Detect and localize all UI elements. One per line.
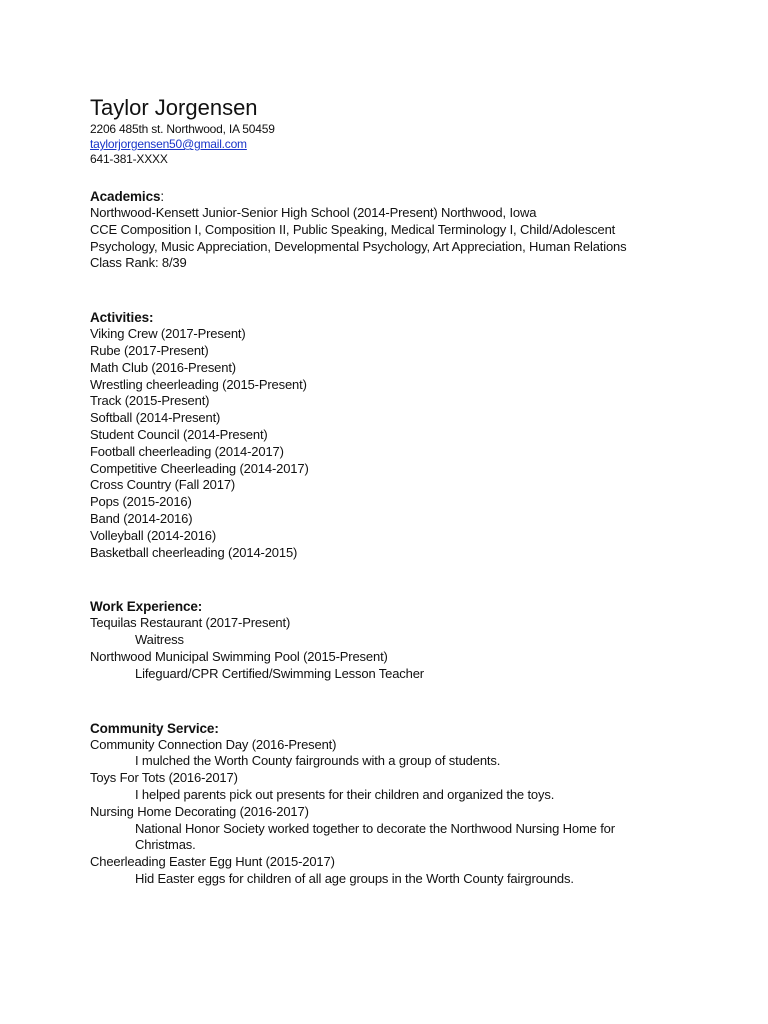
activities-heading: Activities: <box>90 310 154 326</box>
activity-item: Cross Country (Fall 2017) <box>90 477 236 493</box>
service-description: I mulched the Worth County fairgrounds with a group of students. <box>135 753 501 769</box>
activity-item: Track (2015-Present) <box>90 393 210 409</box>
phone-text: 641-381-XXXX <box>90 152 168 166</box>
activity-item: Math Club (2016-Present) <box>90 359 236 375</box>
activity-item: Student Council (2014-Present) <box>90 426 268 442</box>
resume-page <box>90 94 730 888</box>
activity-item: Basketball cheerleading (2014-2015) <box>90 544 298 560</box>
academics-line: CCE Composition I, Composition II, Public Speaking, Medical Terminology I, Child/Adolescent <box>90 221 616 237</box>
work-experience-section <box>90 598 730 682</box>
activity-item: Softball (2014-Present) <box>90 410 221 426</box>
service-title: Toys For Tots (2016-2017) <box>90 770 238 786</box>
activities-section <box>90 309 730 561</box>
service-description: National Honor Society worked together to decorate the Northwood Nursing Home for Christmas. <box>135 820 615 853</box>
community-service-section <box>90 720 730 888</box>
academics-line: Class Rank: 8/39 <box>90 255 187 271</box>
service-title: Nursing Home Decorating (2016-2017) <box>90 803 309 819</box>
activity-item: Wrestling cheerleading (2015-Present) <box>90 376 307 392</box>
activity-item: Football cheerleading (2014-2017) <box>90 443 284 459</box>
address-text: 2206 485th st. Northwood, IA 50459 <box>90 122 275 136</box>
academics-heading: Academics: <box>90 189 165 204</box>
activity-item: Rube (2017-Present) <box>90 342 209 358</box>
email-link[interactable]: taylorjorgensen50@gmail.com <box>90 137 247 151</box>
activity-item: Viking Crew (2017-Present) <box>90 326 246 342</box>
academics-line: Northwood-Kensett Junior-Senior High School (2014-Present) Northwood, Iowa <box>90 205 537 220</box>
academics-line: Psychology, Music Appreciation, Developmental Psychology, Art Appreciation, Human Relations <box>90 238 627 254</box>
resume-name: Taylor Jorgensen <box>90 95 258 120</box>
work-experience-heading: Work Experience: <box>90 599 203 615</box>
service-title: Community Connection Day (2016-Present) <box>90 736 337 752</box>
job-role: Waitress <box>135 632 184 648</box>
service-description: I helped parents pick out presents for their children and organized the toys. <box>135 786 555 802</box>
activity-item: Pops (2015-2016) <box>90 494 192 510</box>
activity-item: Volleyball (2014-2016) <box>90 527 217 543</box>
job-employer: Tequilas Restaurant (2017-Present) <box>90 615 291 631</box>
community-service-heading: Community Service: <box>90 720 219 736</box>
activity-item: Band (2014-2016) <box>90 510 193 526</box>
service-description: Hid Easter eggs for children of all age groups in the Worth County fairgrounds. <box>135 870 574 886</box>
contact-block <box>90 122 730 167</box>
academics-section <box>90 188 730 272</box>
activity-item: Competitive Cheerleading (2014-2017) <box>90 460 309 476</box>
job-employer: Northwood Municipal Swimming Pool (2015-Present) <box>90 648 388 664</box>
job-role: Lifeguard/CPR Certified/Swimming Lesson Teacher <box>135 665 424 681</box>
service-title: Cheerleading Easter Egg Hunt (2015-2017) <box>90 854 335 870</box>
